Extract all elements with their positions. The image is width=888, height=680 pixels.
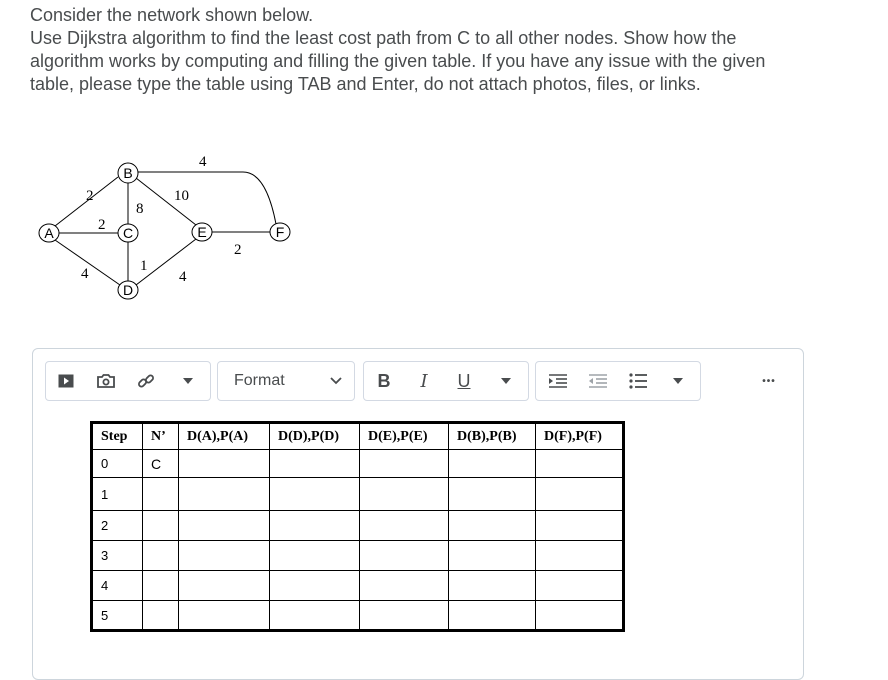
svg-text:A: A	[44, 225, 54, 241]
table-cell[interactable]	[449, 571, 536, 601]
table-row	[92, 571, 624, 601]
bold-button[interactable]	[370, 362, 398, 400]
svg-text:E: E	[197, 224, 207, 240]
header-de-pe: D(E),P(E)	[360, 423, 449, 450]
step-cell[interactable]: 3	[92, 541, 143, 571]
table-cell[interactable]	[179, 601, 270, 631]
outdent-button[interactable]	[584, 362, 612, 400]
dropdown-arrow-icon	[673, 378, 683, 384]
format-select[interactable]	[218, 362, 354, 400]
node-e	[192, 223, 212, 241]
nprime-cell[interactable]: C	[143, 450, 179, 478]
node-c	[118, 224, 138, 242]
table-cell[interactable]	[360, 478, 449, 511]
question-line-1: Consider the network shown below.	[30, 5, 314, 25]
more-icon: •••	[762, 375, 776, 387]
table-cell[interactable]	[270, 541, 360, 571]
table-cell[interactable]	[449, 450, 536, 478]
header-step: Step	[92, 423, 143, 450]
table-cell[interactable]	[536, 478, 624, 511]
chevron-down-icon	[330, 377, 342, 385]
table-cell[interactable]	[360, 450, 449, 478]
insert-media-icon	[58, 374, 74, 388]
bulleted-list-button[interactable]	[624, 362, 652, 400]
weight-a-d: 4	[81, 266, 89, 282]
insert-media-button[interactable]	[52, 362, 80, 400]
nprime-cell[interactable]	[143, 541, 179, 571]
dijkstra-table[interactable]	[90, 421, 625, 632]
table-cell[interactable]	[449, 601, 536, 631]
table-cell[interactable]	[179, 541, 270, 571]
node-b	[118, 163, 138, 183]
insert-group	[45, 361, 211, 401]
weight-e-f: 2	[234, 242, 242, 258]
bulleted-list-icon	[629, 373, 647, 389]
step-cell[interactable]: 4	[92, 571, 143, 601]
header-nprime: N’	[143, 423, 179, 450]
table-cell[interactable]	[360, 511, 449, 541]
table-cell[interactable]	[360, 571, 449, 601]
dropdown-arrow-icon	[501, 378, 511, 384]
svg-text:C: C	[122, 225, 134, 241]
table-cell[interactable]	[536, 541, 624, 571]
dropdown-arrow-icon	[183, 378, 193, 384]
outdent-icon	[589, 374, 607, 388]
svg-text:D: D	[122, 282, 134, 298]
weight-b-f: 4	[199, 154, 207, 170]
indent-button[interactable]	[544, 362, 572, 400]
insert-link-button[interactable]	[132, 362, 160, 400]
nprime-cell[interactable]	[143, 511, 179, 541]
table-cell[interactable]	[179, 478, 270, 511]
weight-a-b: 2	[86, 188, 94, 204]
header-df-pf: D(F),P(F)	[536, 423, 624, 450]
table-cell[interactable]	[536, 450, 624, 478]
paragraph-group	[535, 361, 701, 401]
nprime-cell[interactable]	[143, 571, 179, 601]
weight-a-c: 2	[98, 217, 106, 233]
node-d	[118, 281, 138, 299]
table-row	[92, 511, 624, 541]
svg-text:B: B	[123, 165, 133, 181]
step-cell[interactable]: 1	[92, 478, 143, 511]
underline-icon: U	[457, 370, 471, 391]
weight-b-c: 8	[136, 201, 144, 217]
table-cell[interactable]	[179, 571, 270, 601]
weight-b-e: 10	[174, 188, 189, 204]
table-cell[interactable]	[270, 450, 360, 478]
table-header-row	[92, 423, 624, 450]
node-f	[270, 223, 290, 241]
table-row	[92, 478, 624, 511]
table-cell[interactable]	[449, 511, 536, 541]
table-row	[92, 601, 624, 631]
table-cell[interactable]	[270, 478, 360, 511]
table-cell[interactable]	[270, 601, 360, 631]
paragraph-dropdown[interactable]	[664, 362, 692, 400]
nprime-cell[interactable]	[143, 478, 179, 511]
weight-c-d: 1	[140, 258, 148, 274]
table-cell[interactable]	[360, 541, 449, 571]
header-dd-pd: D(D),P(D)	[270, 423, 360, 450]
edge-b-f	[138, 172, 276, 224]
more-options-button[interactable]	[757, 361, 781, 401]
underline-button[interactable]	[450, 362, 478, 400]
table-cell[interactable]	[449, 478, 536, 511]
table-row	[92, 450, 624, 478]
nprime-cell[interactable]	[143, 601, 179, 631]
format-select-label: Format	[234, 372, 285, 389]
question-line-2: Use Dijkstra algorithm to find the least cost path from C to all other nodes. Show how the algorithm works by computing and filling the given table. If you have any issue with the given table, please type the table using TAB and Enter, do not attach photos, files, or links.	[30, 28, 766, 94]
table-cell[interactable]	[536, 511, 624, 541]
indent-icon	[549, 374, 567, 388]
insert-image-button[interactable]	[92, 362, 120, 400]
table-cell[interactable]	[270, 511, 360, 541]
table-cell[interactable]	[536, 571, 624, 601]
table-cell[interactable]	[270, 571, 360, 601]
text-style-dropdown[interactable]	[492, 362, 520, 400]
step-cell[interactable]: 2	[92, 511, 143, 541]
table-cell[interactable]	[360, 601, 449, 631]
network-diagram	[38, 150, 308, 310]
svg-text:F: F	[275, 224, 285, 240]
italic-icon: I	[420, 370, 428, 392]
format-group	[217, 361, 355, 401]
header-da-pa: D(A),P(A)	[179, 423, 270, 450]
text-style-group	[363, 361, 529, 401]
table-row	[92, 541, 624, 571]
table-cell[interactable]	[179, 511, 270, 541]
question-text	[30, 4, 770, 96]
insert-more-dropdown[interactable]	[174, 362, 202, 400]
step-cell[interactable]: 0	[92, 450, 143, 478]
bold-icon: B	[377, 370, 391, 391]
step-cell[interactable]: 5	[92, 601, 143, 631]
weight-d-e: 4	[179, 269, 187, 285]
link-icon	[137, 372, 155, 390]
italic-button[interactable]	[410, 362, 438, 400]
header-db-pb: D(B),P(B)	[449, 423, 536, 450]
node-a	[39, 224, 59, 242]
table-cell[interactable]	[536, 601, 624, 631]
table-cell[interactable]	[179, 450, 270, 478]
table-cell[interactable]	[449, 541, 536, 571]
camera-icon	[97, 374, 115, 388]
